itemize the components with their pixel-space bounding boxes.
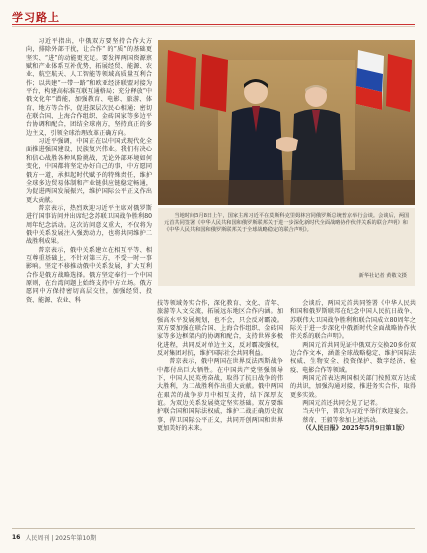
- article-paragraph: 普京表示，俄中关系建立在相互平等、相互尊重基础上，不针对第三方，不受一时一事影响。坚定不移推动俄中关系发展，扩大互利合作是俄方战略选择。俄方坚定奉行一个中国原则，在台湾问题上始终支持中方立场。俄方愿同中方保持密切高层交往，加强经贸、投资、能源、农业、科: [26, 246, 152, 304]
- article-column-1: [26, 38, 152, 305]
- header-divider: [12, 24, 415, 25]
- photo-caption-box: [158, 208, 415, 286]
- photo-credit: 新华社记者 黄敬文摄: [358, 273, 407, 279]
- article-paragraph: 当天中午，普京为习近平举行欢迎宴会。: [302, 408, 412, 416]
- article-column-3: [290, 300, 416, 434]
- section-title: 学习路上: [12, 11, 60, 24]
- article-paragraph: 两国元首还共同会见了记者。: [302, 400, 382, 408]
- article-paragraph: 普京表示，热烈欢迎习近平主席对俄罗斯进行国事访问并出席纪念苏联卫国战争胜利80周年纪念活动。这次访问意义重大，不仅将为俄中关系发展注入强劲动力，也将共同维护二战胜利成果。: [26, 204, 152, 246]
- article-paragraph: 习近平强调，中国正在以中国式现代化全面推进强国建设、民族复兴伟业。我们有决心和信心战胜各种风险挑战，无论外部环境如何变化，中国都将坚定办好自己的事，中方愿同俄方一道，承担起时代赋予的特殊责任，维护全球多边贸易体制和产业链供应链稳定畅通，为促进两国发展振兴，维护国际公平正义作出更大贡献。: [26, 138, 152, 204]
- article-paragraph: 两国元首共同见证中俄双方交换20多份双边合作文本，涵盖全球战略稳定、维护国际法权威、生物安全、投资保护、数字经济、检疫、电影合作等领域。: [290, 341, 416, 374]
- article-paragraph: 习近平指出，中俄双方要坚持合作大方向，排除外部干扰，让合作“ 的”质”的基础更坚实、“进”的动能更充足。要发挥两国资源禀赋和产业体系互补优势，拓展经贸、能源、农业、航空航天、人工智能等领域高质量互利合作；以共建“一带一路”和欧亚经济联盟对接为平台，构建高标准互联互通格局；充分释放“中俄文化年”潜能，加强教育、电影、旅游、体育、地方等合作，促进深层次民心相通；密切在联合国、上海合作组织、金砖国家等多边平台协调和配合，团结全球南方，坚持真正的多边主义，引领全球治理改革正确方向。: [26, 38, 152, 137]
- page-footer: [12, 533, 96, 542]
- page-number: 16: [12, 534, 21, 541]
- header-divider-thin: [12, 26, 415, 27]
- publication-name: 人民周刊 | 2025年第10期: [25, 535, 97, 542]
- article-paragraph: 会谈后，两国元首共同签署《中华人民共和国和俄罗斯联邦在纪念中国人民抗日战争、苏联伟大卫国战争胜利和联合国成立80周年之际关于进一步深化中俄新时代全面战略协作伙伴关系的联合声明》。: [290, 300, 416, 341]
- footer-divider: [12, 528, 415, 529]
- article-paragraph: 两国元首表达两国相关部门按照双方达成的共识，加强沟通对接，推进务实合作，取得更多实效。: [290, 375, 416, 399]
- article-paragraph: 蔡奇、王毅等参加上述活动。: [302, 416, 382, 424]
- article-paragraph: 普京表示，俄中两国在世界反法西斯战争中都付出巨大牺牲。在中国共产党坚强领导下，中国人民英勇奋战，取得了抗日战争的伟大胜利，为二战胜利作出重大贡献。俄中两国在艰苦的战争岁月中相互支持，结下深厚友谊。为双边关系发展奠定坚实基础。双方要维护联合国和国际法权威，维护二战正确历史叙事，捍卫国际公平正义，共同开创两国和世界更加美好的未来。: [157, 358, 283, 433]
- news-photo: [158, 40, 415, 205]
- article-column-2: [157, 300, 283, 434]
- article-source: （《人民日报》2025年5月9日第1版）: [302, 425, 409, 433]
- article-paragraph: 技等领域务实合作，深化教育、文化、青年、旅游等人文交流，拓展远东地区合作内涵。加强高水平发展规划，也不会，只会反对霸凌。双方要加强在联合国、上海合作组织、金砖国家等多边框架内的协调和配合，支持世界多极化进程，共同反对单边主义，反对霸凌强权，反对集团对抗，维护国际社会共同利益。: [157, 300, 283, 358]
- photo-caption: 当地时间5月8日上午，国家主席习近平在莫斯科克里姆林宫同俄罗斯总统普京举行会谈。会谈后，两国元首共同签署《中华人民共和国和俄罗斯联邦关于进一步深化新时代全面战略协作伙伴关系的联合声明》和《中华人民共和国和俄罗斯联邦关于全球战略稳定的联合声明》。: [164, 213, 410, 234]
- news-photo-illustration: [158, 40, 415, 205]
